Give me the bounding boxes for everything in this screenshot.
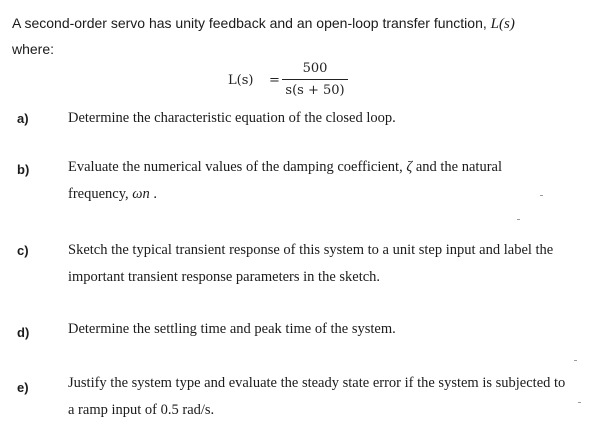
fraction-bar bbox=[282, 79, 348, 80]
scan-speck bbox=[578, 402, 581, 403]
formula-numerator: 500 bbox=[302, 61, 328, 76]
problem-intro bbox=[12, 11, 582, 63]
formula-denominator: s(s + 50) bbox=[285, 83, 345, 98]
formula-equals: = bbox=[269, 73, 280, 88]
intro-line-1 bbox=[12, 11, 582, 37]
question-label-c: c) bbox=[17, 243, 29, 258]
question-label-b: b) bbox=[17, 162, 30, 177]
zeta-symbol: ζ bbox=[406, 159, 413, 175]
question-b-part-3: . bbox=[149, 186, 158, 202]
intro-transfer-symbol: L(s) bbox=[490, 16, 515, 32]
question-text-b bbox=[68, 154, 558, 208]
intro-where: where: bbox=[12, 41, 55, 57]
question-text-d: Determine the settling time and peak time of the system. bbox=[68, 321, 396, 337]
question-text-c: Sketch the typical transient response of this system to a unit step input and label the important transient response parameters in the sketch. bbox=[68, 242, 554, 285]
question-b-part-2: and the natural frequency, bbox=[68, 159, 503, 202]
formula-fraction bbox=[282, 60, 348, 100]
omega-n-symbol: ωn bbox=[132, 186, 150, 202]
question-text-a: Determine the characteristic equation of the closed loop. bbox=[68, 110, 396, 126]
scan-speck bbox=[517, 219, 520, 220]
scan-speck bbox=[574, 360, 577, 361]
question-b-part-1: Evaluate the numerical values of the damping coefficient, bbox=[68, 159, 407, 175]
scan-speck bbox=[540, 195, 543, 196]
question-label-a: a) bbox=[17, 111, 29, 126]
formula-lhs: L(s) bbox=[228, 73, 254, 88]
question-text-e: Justify the system type and evaluate the steady state error if the system is subjected to a ramp input of 0.5 rad/s. bbox=[68, 375, 566, 418]
intro-text: A second-order servo has unity feedback and an open-loop transfer function, bbox=[12, 15, 491, 31]
question-label-d: d) bbox=[17, 325, 30, 340]
question-label-e: e) bbox=[17, 380, 29, 395]
